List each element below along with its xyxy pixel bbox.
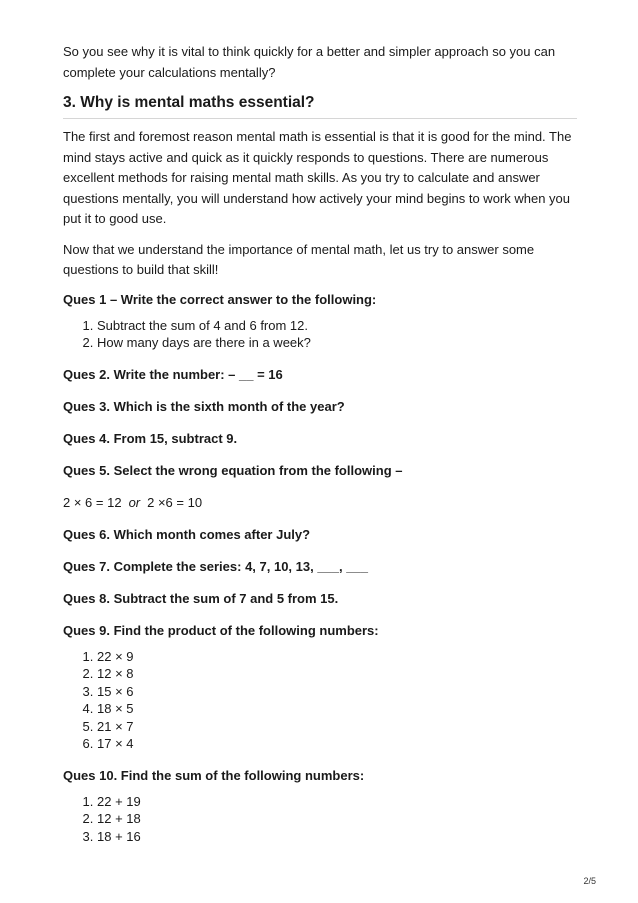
question-10-list: [63, 793, 577, 846]
intro-paragraph: So you see why it is vital to think quickly for a better and simpler approach so you can complete your calculations mentally?: [63, 44, 556, 80]
question-2-title: Ques 2. Write the number: – __ = 16: [63, 366, 283, 382]
question-4-title: Ques 4. From 15, subtract 9.: [63, 430, 238, 446]
question-8-title: Ques 8. Subtract the sum of 7 and 5 from 15.: [63, 590, 339, 606]
question-10-title: Ques 10. Find the sum of the following numbers:: [63, 767, 365, 783]
list-item: 5. 21 × 7: [97, 718, 577, 736]
or-connector: or: [128, 494, 141, 510]
document-page: [63, 42, 577, 859]
question-1-title: Ques 1 – Write the correct answer to the following:: [63, 291, 377, 307]
list-item: 1. 22 + 19: [97, 793, 577, 811]
question-9-list: [63, 648, 577, 753]
question-3-title: Ques 3. Which is the sixth month of the year?: [63, 398, 345, 414]
question-9-title: Ques 9. Find the product of the following numbers:: [63, 622, 379, 638]
question-7-title: Ques 7. Complete the series: 4, 7, 10, 13, ___, ___: [63, 558, 368, 574]
list-item: 2. How many days are there in a week?: [97, 334, 577, 352]
list-item: 2. 12 × 8: [97, 665, 577, 683]
list-item: 4. 18 × 5: [97, 700, 577, 718]
list-item: 3. 15 × 6: [97, 683, 577, 701]
equation-option-a: 2 × 6 = 12: [63, 494, 122, 510]
question-5-equations: [63, 494, 577, 512]
section-heading: 3. Why is mental maths essential?: [63, 93, 577, 119]
body-paragraph: Now that we understand the importance of mental math, let us try to answer some questions to build that skill!: [63, 241, 535, 277]
question-5-title: Ques 5. Select the wrong equation from the following –: [63, 462, 403, 478]
list-item: 6. 17 × 4: [97, 735, 577, 753]
list-item: 3. 18 + 16: [97, 828, 577, 846]
list-item: 1. Subtract the sum of 4 and 6 from 12.: [97, 317, 577, 335]
question-1-list: [63, 317, 577, 352]
body-paragraph: The first and foremost reason mental math is essential is that it is good for the mind. The mind stays active and quick as it quickly responds to questions. There are numerous excellent methods for raising mental math skills. As you try to calculate and answer questions mentally, you will understand how actively your mind begins to work when you put it to good use.: [63, 129, 572, 226]
list-item: 1. 22 × 9: [97, 648, 577, 666]
list-item: 2. 12 + 18: [97, 810, 577, 828]
question-6-title: Ques 6. Which month comes after July?: [63, 526, 311, 542]
equation-option-b: 2 ×6 = 10: [147, 494, 203, 510]
page-number: 2/5: [583, 876, 596, 886]
